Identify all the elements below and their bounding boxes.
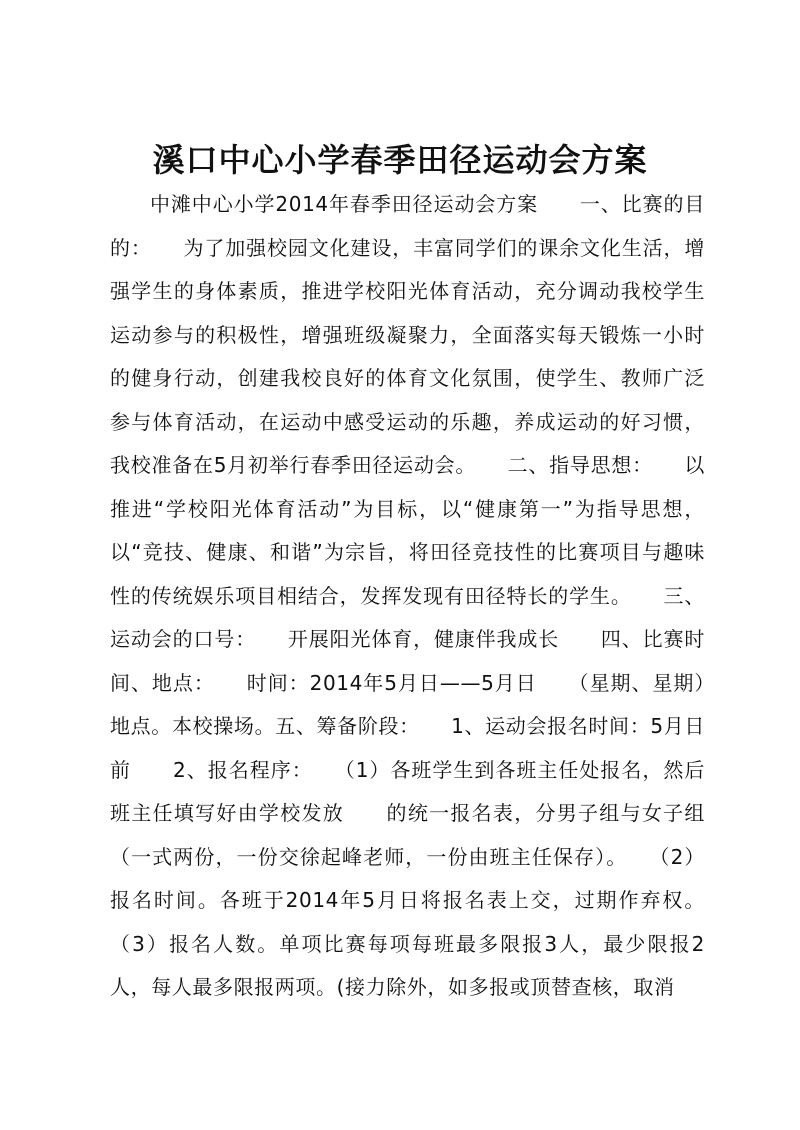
document-title: 溪口中心小学春季田径运动会方案 xyxy=(152,141,648,179)
document-body: 中滩中心小学2014年春季田径运动会方案 一、比赛的目的： 为了加强校园文化建设，丰富同学们的课余文化生活，增强学生的身体素质，推进学校阳光体育活动，充分调动我校学生运动参与的积极性，增强班级凝聚力，全面落实每天锻炼一小时的健身行动，创建我校良好的体育文化氛围，使学生、教师广泛参与体育活动，在运动中感受运动的乐趣，养成运动的好习惯，我校准备在5月初举行春季田径运动会。 二、指导思想： 以推进“学校阳光体育活动”为目标，以“健康第一”为指导思想，以“竞技、健康、和谐”为宗旨，将田径竞技性的比赛项目与趣味性的传统娱乐项目相结合，发挥发现有田径特长的学生。 三、运动会的口号： 开展阳光体育，健康伴我成长 四、比赛时间、地点： 时间：2014年5月日——5月日 （星期、星期） 地点。本校操场。五、筹备阶段： 1、运动会报名时间：5月日前 2、报名程序： （1）各班学生到各班主任处报名，然后班主任填写好由学校发放 的统一报名表，分男子组与女子组（一式两份，一份交徐起峰老师，一份由班主任保存）。 （2）报名时间。各班于2014年5月日将报名表上交，过期作弃权。（3）报名人数。单项比赛每项每班最多限报3人，最少限报2人，每人最多限报两项。(接力除外，如多报或顶替查核，取消 xyxy=(110,192,747,999)
